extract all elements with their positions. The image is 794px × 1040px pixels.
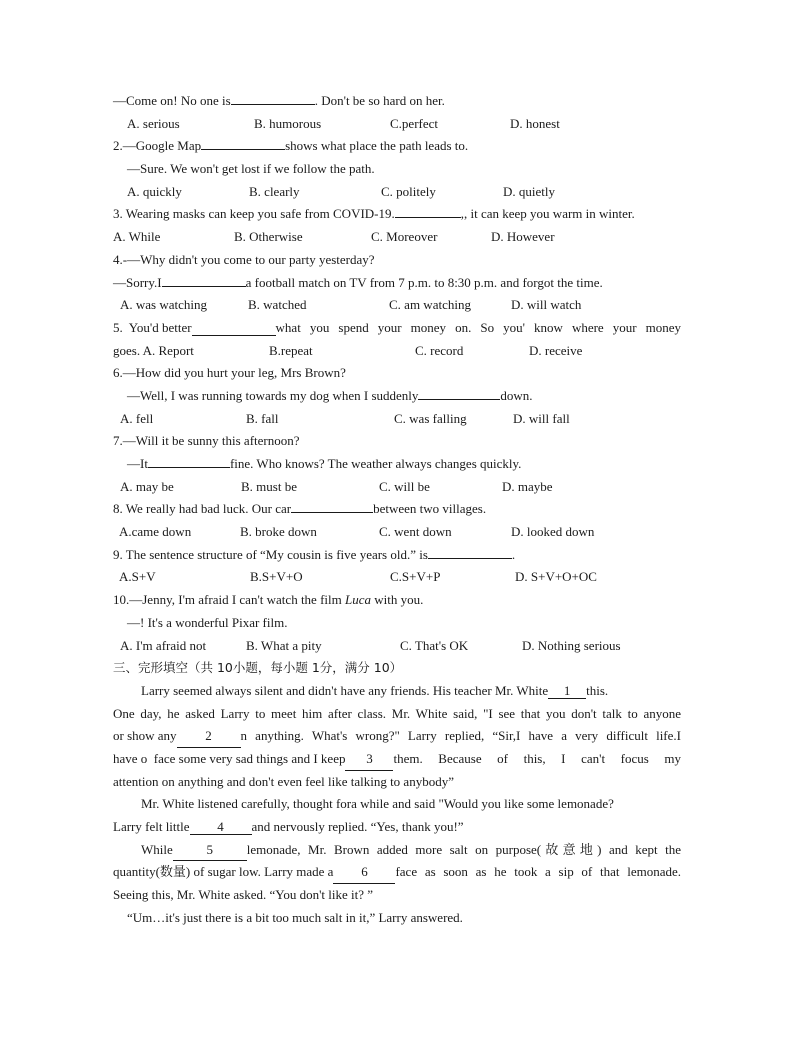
q8-stem-b: between two villages. <box>373 501 487 517</box>
question-2-reply: —Sure. We won't get lost if we follow the path. <box>127 161 375 177</box>
q1-stem-b: . Don't be so hard on her. <box>314 93 445 108</box>
q9-stem-b: . <box>511 546 516 562</box>
question-7-stem: 7.—Will it be sunny this afternoon? <box>113 433 300 449</box>
cloze-text: or show any <box>113 728 177 744</box>
cloze-blank-1[interactable]: 1 <box>548 684 586 699</box>
q3-stem-b: ,, it can keep you warm in winter. <box>460 206 635 222</box>
q4-blank <box>162 273 246 287</box>
q8-option-c[interactable]: C. went down <box>379 524 452 540</box>
cloze-text: One day, he asked Larry to meet him after class. Mr. White said, "I see that you don't talk to anyone <box>113 705 681 721</box>
cloze-text: face as soon as he took a sip of that lemonade. <box>395 864 681 880</box>
q10-stem-b: with you. <box>371 592 424 608</box>
cloze-text: lemonade, Mr. Brown added more salt on purpose(故意地) and kept the <box>246 841 681 857</box>
q3-option-b[interactable]: B. Otherwise <box>234 229 303 245</box>
q5-option-c[interactable]: C. record <box>415 342 464 358</box>
question-3-options <box>113 226 681 249</box>
q2-stem-a: 2.—Google Map <box>113 138 202 154</box>
q8-option-d[interactable]: D. looked down <box>511 524 595 540</box>
cloze-blank-3[interactable]: 3 <box>345 752 393 771</box>
question-7-reply <box>113 453 681 476</box>
question-5-options <box>113 340 681 363</box>
q1-stem-a: —Come on! No one is <box>113 93 231 108</box>
q5-line2-option-a[interactable]: goes. A. Report <box>113 342 194 358</box>
q10-stem-a: 10.—Jenny, I'm afraid I can't watch the film <box>113 592 345 608</box>
question-10-stem <box>113 589 681 612</box>
question-8-options <box>113 521 681 544</box>
q4-option-c[interactable]: C. am watching <box>389 297 471 313</box>
q6-option-a[interactable]: A. fell <box>120 410 154 426</box>
q3-stem-a: 3. Wearing masks can keep you safe from COVID-19. <box>113 206 395 222</box>
cloze-line-3 <box>113 725 681 748</box>
q2-option-c[interactable]: C. politely <box>381 183 436 199</box>
question-10-options <box>113 635 681 658</box>
q7-reply-a: —It <box>127 456 148 471</box>
cloze-text: have o face some very sad things and I keep <box>113 750 346 766</box>
question-3-stem <box>113 203 681 226</box>
q1-blank <box>231 91 315 105</box>
q3-blank <box>395 204 461 218</box>
cloze-blank-5[interactable]: 5 <box>173 843 247 862</box>
q1-option-b[interactable]: B. humorous <box>254 115 322 131</box>
cloze-line-8 <box>113 839 681 862</box>
q5-stem-b: what you spend your money on. So you' know where your money <box>275 319 681 335</box>
cloze-text: them. Because of this, I can't focus my <box>393 750 681 766</box>
q3-option-d[interactable]: D. However <box>491 229 555 245</box>
question-7-options <box>113 476 681 499</box>
question-9-stem <box>113 544 681 567</box>
q4-reply-b: a football match on TV from 7 p.m. to 8:30 p.m. and forgot the time. <box>245 274 603 290</box>
q7-reply-b: fine. Who knows? The weather always changes quickly. <box>229 456 522 471</box>
question-1-options <box>113 113 681 136</box>
q7-option-c[interactable]: C. will be <box>379 478 430 494</box>
q9-option-c[interactable]: C.S+V+P <box>390 569 441 585</box>
section-heading: 三、完形填空（共 10小题，每小题 1分，满分 10） <box>113 660 403 676</box>
question-8-stem <box>113 498 681 521</box>
q10-option-b[interactable]: B. What a pity <box>246 637 322 653</box>
question-2-options <box>113 181 681 204</box>
question-6-stem: 6.—How did you hurt your leg, Mrs Brown? <box>113 365 346 381</box>
q7-option-a[interactable]: A. may be <box>120 478 174 494</box>
q3-option-a[interactable]: A. While <box>113 229 161 245</box>
q6-option-d[interactable]: D. will fall <box>513 410 570 426</box>
q2-blank <box>201 136 285 150</box>
worksheet-page <box>113 90 681 929</box>
q1-option-d[interactable]: D. honest <box>510 115 560 131</box>
cloze-blank-6[interactable]: 6 <box>333 865 395 884</box>
question-6-options <box>113 408 681 431</box>
cloze-text: quantity(数量) of sugar low. Larry made a <box>113 864 334 880</box>
q10-option-a[interactable]: A. I'm afraid not <box>120 637 207 653</box>
cloze-line-10: Seeing this, Mr. White asked. “You don't like it? ” <box>113 887 374 903</box>
q10-option-c[interactable]: C. That's OK <box>400 637 469 653</box>
question-4-reply <box>113 272 681 295</box>
q6-blank <box>418 386 500 400</box>
q10-option-d[interactable]: D. Nothing serious <box>522 637 621 653</box>
q9-option-d[interactable]: D. S+V+O+OC <box>515 569 597 585</box>
cloze-text: this. <box>586 682 609 698</box>
cloze-line-5: attention on anything and don't even feel like talking to anybody” <box>113 773 454 789</box>
q7-blank <box>148 454 230 468</box>
cloze-text: While <box>141 841 173 857</box>
q9-blank <box>428 545 512 559</box>
cloze-line-6: Mr. White listened carefully, thought fora while and said "Would you like some lemonade? <box>141 796 614 812</box>
q9-option-b[interactable]: B.S+V+O <box>250 569 303 585</box>
question-6-reply <box>113 385 681 408</box>
question-1-stem <box>113 90 681 113</box>
q9-option-a[interactable]: A.S+V <box>119 569 156 585</box>
question-4-stem: 4.-—Why didn't you come to our party yesterday? <box>113 251 375 267</box>
q1-option-c[interactable]: C.perfect <box>390 115 439 131</box>
q3-option-c[interactable]: C. Moreover <box>371 229 438 245</box>
q4-reply-a: —Sorry.I <box>113 274 162 290</box>
cloze-line-7 <box>113 816 681 839</box>
q2-option-d[interactable]: D. quietly <box>503 183 555 199</box>
cloze-text: and nervously replied. “Yes, thank you!” <box>251 819 464 834</box>
q2-option-b[interactable]: B. clearly <box>249 183 300 199</box>
q4-option-b[interactable]: B. watched <box>248 297 307 313</box>
cloze-text: Larry seemed always silent and didn't have any friends. His teacher Mr. White <box>141 682 549 698</box>
q10-film-title: Luca <box>345 592 371 608</box>
cloze-blank-4[interactable]: 4 <box>190 820 252 835</box>
cloze-line-2 <box>113 703 681 726</box>
question-2-stem <box>113 135 681 158</box>
cloze-line-1 <box>113 680 681 703</box>
question-4-options <box>113 294 681 317</box>
cloze-line-4 <box>113 748 681 771</box>
q4-option-a[interactable]: A. was watching <box>120 297 208 313</box>
q2-option-a[interactable]: A. quickly <box>127 183 182 199</box>
q6-reply-a: —Well, I was running towards my dog when I suddenly <box>127 387 419 403</box>
cloze-text: Larry felt little <box>113 819 190 834</box>
q2-stem-b: shows what place the path leads to. <box>285 138 469 154</box>
q8-blank <box>291 499 373 513</box>
question-10-reply: —! It's a wonderful Pixar film. <box>127 614 288 630</box>
q7-option-b[interactable]: B. must be <box>241 478 297 494</box>
q8-option-b[interactable]: B. broke down <box>240 524 317 540</box>
q8-option-a[interactable]: A.came down <box>119 524 192 540</box>
q7-option-d[interactable]: D. maybe <box>502 478 553 494</box>
q4-option-d[interactable]: D. will watch <box>511 297 582 313</box>
q5-stem-a: 5. You'd better <box>113 319 192 335</box>
q5-blank <box>192 322 276 336</box>
q6-option-c[interactable]: C. was falling <box>394 410 467 426</box>
q1-option-a[interactable]: A. serious <box>127 115 180 131</box>
q8-stem-a: 8. We really had bad luck. Our car <box>113 501 292 517</box>
question-5-stem <box>113 317 681 340</box>
cloze-line-11: “Um…it's just there is a bit too much salt in it,” Larry answered. <box>127 909 463 925</box>
q5-option-b[interactable]: B.repeat <box>269 342 313 358</box>
q6-reply-b: down. <box>500 387 533 403</box>
q9-stem-a: 9. The sentence structure of “My cousin is five years old.” is <box>113 546 428 562</box>
cloze-line-9 <box>113 861 681 884</box>
q6-option-b[interactable]: B. fall <box>246 410 279 426</box>
q5-option-d[interactable]: D. receive <box>529 342 583 358</box>
cloze-blank-2[interactable]: 2 <box>177 729 241 748</box>
cloze-text: n anything. What's wrong?" Larry replied, “Sir,I have a very difficult life.I <box>240 728 681 744</box>
question-9-options <box>113 566 681 589</box>
